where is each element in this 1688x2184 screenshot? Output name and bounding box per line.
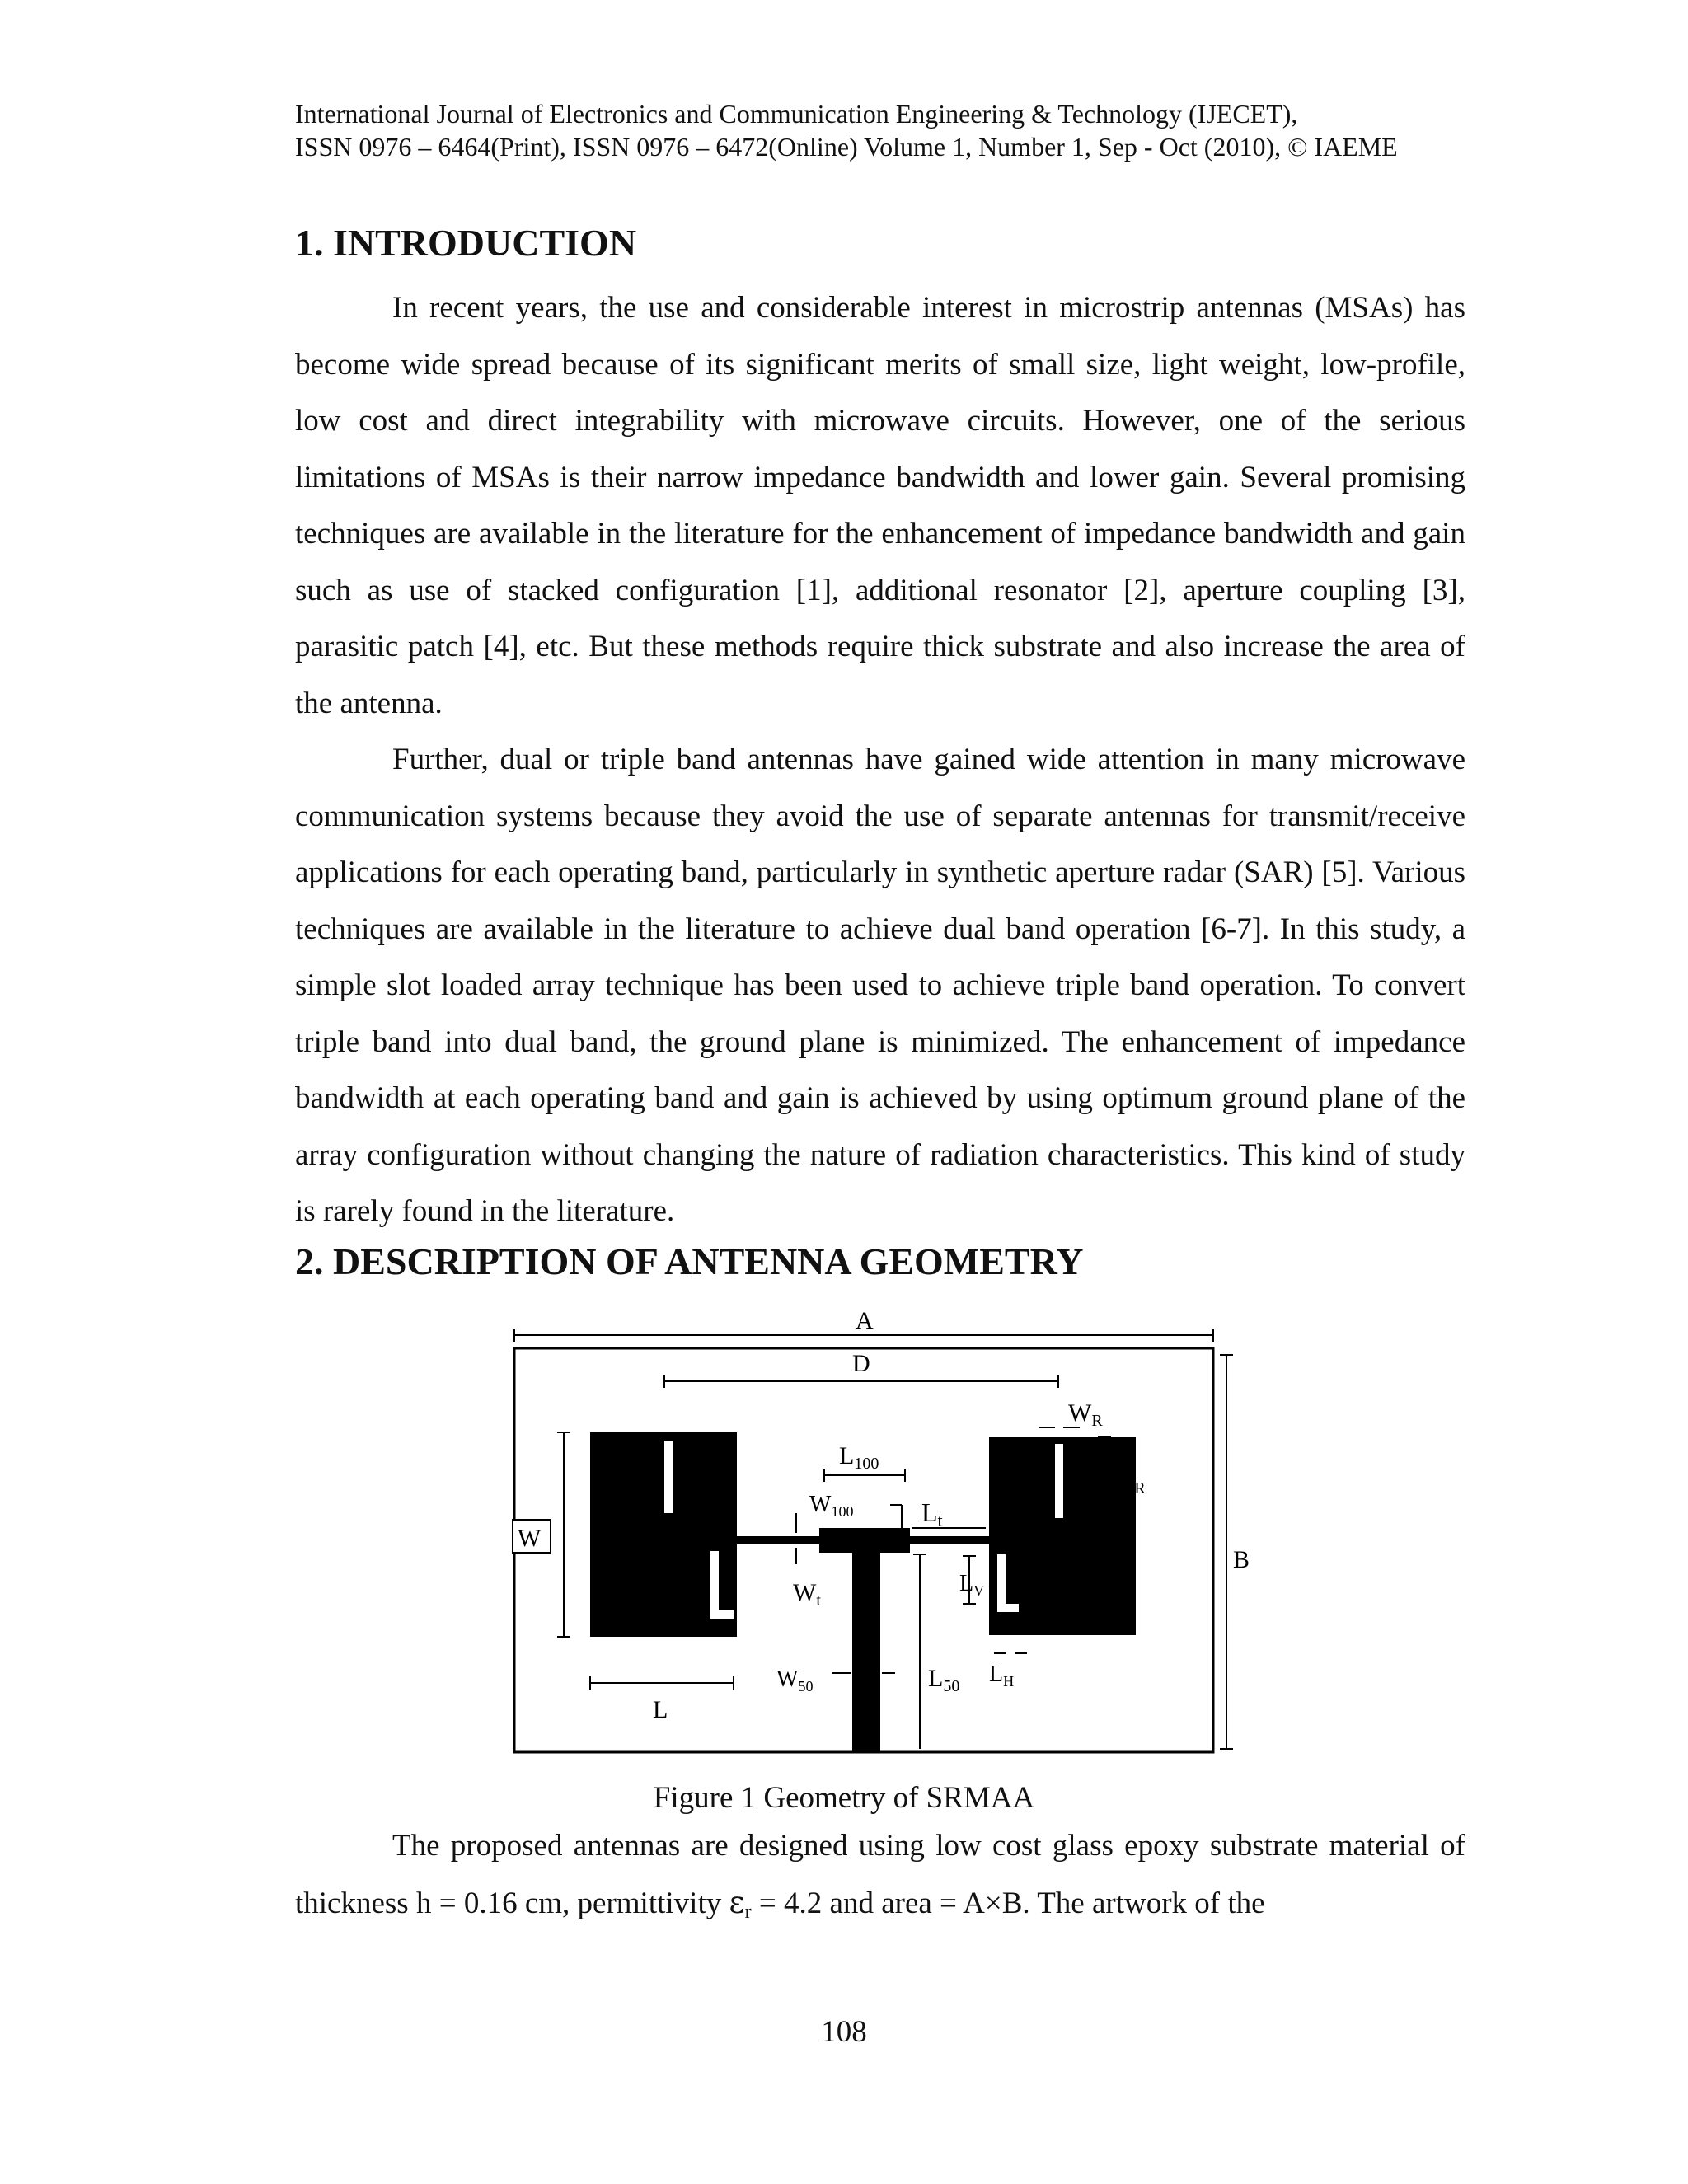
label-lr: $L_R$ <box>1119 1467 1146 1497</box>
epsilon-subscript: r <box>744 1900 752 1923</box>
label-a: A <box>856 1310 874 1334</box>
left-transmission-line <box>737 1536 819 1544</box>
label-b: B <box>1233 1546 1250 1573</box>
label-lh: $L_H$ <box>989 1661 1015 1690</box>
section-2-heading: 2. DESCRIPTION OF ANTENNA GEOMETRY <box>295 1240 1084 1282</box>
fifty-ohm-feed <box>852 1553 880 1752</box>
epsilon-symbol: ε <box>729 1884 745 1920</box>
description-text-a: The proposed antennas are designed using low cost glass epoxy substrate material of thickness h = 0.16 cm, permittivity <box>295 1829 1465 1920</box>
label-w: W <box>518 1525 542 1552</box>
section-1-heading: 1. INTRODUCTION <box>295 222 637 264</box>
label-w50: $W_{50}$ <box>776 1666 814 1694</box>
header-line-2: ISSN 0976 – 6464(Print), ISSN 0976 – 6472(Online) Volume 1, Number 1, Sep - Oct (2010), © IAEME <box>295 132 1398 162</box>
right-transmission-line <box>910 1536 989 1544</box>
left-patch-slot <box>664 1441 673 1513</box>
label-l100: $L_{100}$ <box>839 1442 879 1473</box>
right-patch-slot <box>1055 1444 1063 1518</box>
label-lt: Lt <box>921 1497 943 1530</box>
intro-paragraph-2-text: Further, dual or triple band antennas have gained wide attention in many microwave communication systems because they avoid the use of separate antennas for transmit/receive applications for each operating band, particularly in synthetic aperture radar (SAR) [5]. Various techniques are available in the literature to achieve dual band operation [6-7]. In this study, a simple slot loaded array technique has been used to achieve triple band operation. To convert triple band into dual band, the ground plane is minimized. The enhancement of impedance bandwidth at each operating band and gain is achieved by using optimum ground plane of the array configuration without changing the nature of radiation characteristics. This kind of study is rarely found in the literature. <box>295 743 1465 1228</box>
label-lv: $L_V$ <box>959 1571 985 1599</box>
intro-paragraph-1-text: In recent years, the use and considerable interest in microstrip antennas (MSAs) has become wide spread because of its significant merits of small size, light weight, low-profile, low cost and direct integrability with microwave circuits. However, one of the serious limitations of MSAs is their narrow impedance bandwidth and lower gain. Several promising techniques are available in the literature for the enhancement of impedance bandwidth and gain such as use of stacked configuration [1], additional resonator [2], aperture coupling [3], parasitic patch [4], etc. But these methods require thick substrate and also increase the area of the antenna. <box>295 291 1465 720</box>
intro-paragraph-2 <box>295 732 1465 1240</box>
intro-paragraph-1 <box>295 280 1465 732</box>
header-line-1: International Journal of Electronics and Communication Engineering & Technology (IJECET), <box>295 99 1298 129</box>
label-wt: $W_t$ <box>793 1579 821 1610</box>
description-paragraph <box>295 1818 1465 1940</box>
label-d: D <box>852 1350 870 1377</box>
label-l: L <box>653 1696 668 1723</box>
label-l50: $L_{50}$ <box>928 1665 960 1695</box>
page-number: 108 <box>821 2015 867 2049</box>
description-text-b: = 4.2 and area = A×B. The artwork of the <box>751 1886 1265 1920</box>
running-header <box>295 97 1398 163</box>
hundred-ohm-section <box>819 1528 910 1553</box>
figure-caption: Figure 1 Geometry of SRMAA <box>653 1781 1035 1815</box>
label-wr: $W_R$ <box>1068 1399 1103 1430</box>
antenna-geometry-figure <box>511 1310 1253 1755</box>
label-w100: $W_{100}$ <box>809 1492 854 1520</box>
